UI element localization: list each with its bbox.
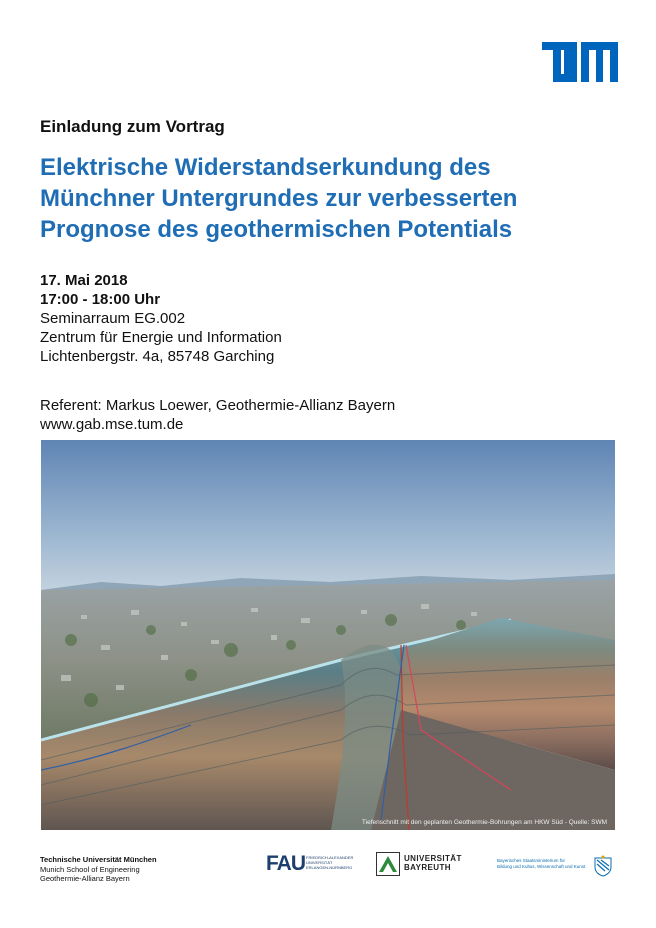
fau-logo-subtitle: FRIEDRICH-ALEXANDER UNIVERSITÄT ERLANGEN-NÜRNBERG (306, 855, 354, 870)
bayreuth-logo-text (404, 854, 462, 872)
footer-institution (40, 855, 157, 884)
footer-university: Technische Universität München (40, 855, 157, 864)
ministry-text (497, 858, 589, 869)
event-date: 17. Mai 2018 (40, 272, 128, 289)
bayreuth-line2: BAYREUTH (404, 863, 451, 872)
fau-logo-name: FAU (266, 852, 305, 875)
bayreuth-line1: UNIVERSITÄT (404, 854, 462, 863)
footer-alliance: Geothermie-Allianz Bayern (40, 874, 130, 883)
bayreuth-mark-icon (376, 852, 400, 876)
footer-school: Munich School of Engineering (40, 864, 140, 874)
invitation-heading: Einladung zum Vortrag (40, 117, 225, 136)
bavarian-crest-icon (593, 855, 613, 877)
ministry-line2: Bildung und Kultus, Wissenschaft und Kunst (497, 863, 586, 869)
title-line: Münchner Untergrundes zur verbesserten (40, 185, 518, 212)
bayreuth-logo (376, 852, 462, 878)
event-time: 17:00 - 18:00 Uhr (40, 291, 161, 308)
cross-section-illustration (41, 440, 615, 830)
title-line: Elektrische Widerstandserkundung des (40, 154, 491, 181)
website-link[interactable]: www.gab.mse.tum.de (40, 416, 184, 433)
event-building: Zentrum für Energie und Information (40, 329, 282, 346)
bavarian-ministry-logo (497, 855, 613, 877)
event-address: Lichtenbergstr. 4a, 85748 Garching (40, 348, 275, 365)
event-room: Seminarraum EG.002 (40, 310, 186, 327)
speaker-block (40, 396, 395, 434)
tum-logo (542, 42, 618, 82)
image-caption: Tiefenschnitt mit den geplanten Geothermie-Bohrungen am HKW Süd - Quelle: SWM (361, 819, 607, 826)
title-line: Prognose des geothermischen Potentials (40, 216, 513, 243)
geothermal-cross-section-image (41, 440, 615, 830)
talk-title (40, 152, 630, 245)
event-details (40, 271, 282, 366)
fau-logo (266, 852, 358, 876)
speaker-name: Referent: Markus Loewer, Geothermie-Allianz Bayern (40, 397, 396, 414)
ministry-line1: Bayerisches Staatsministerium für (497, 858, 566, 863)
